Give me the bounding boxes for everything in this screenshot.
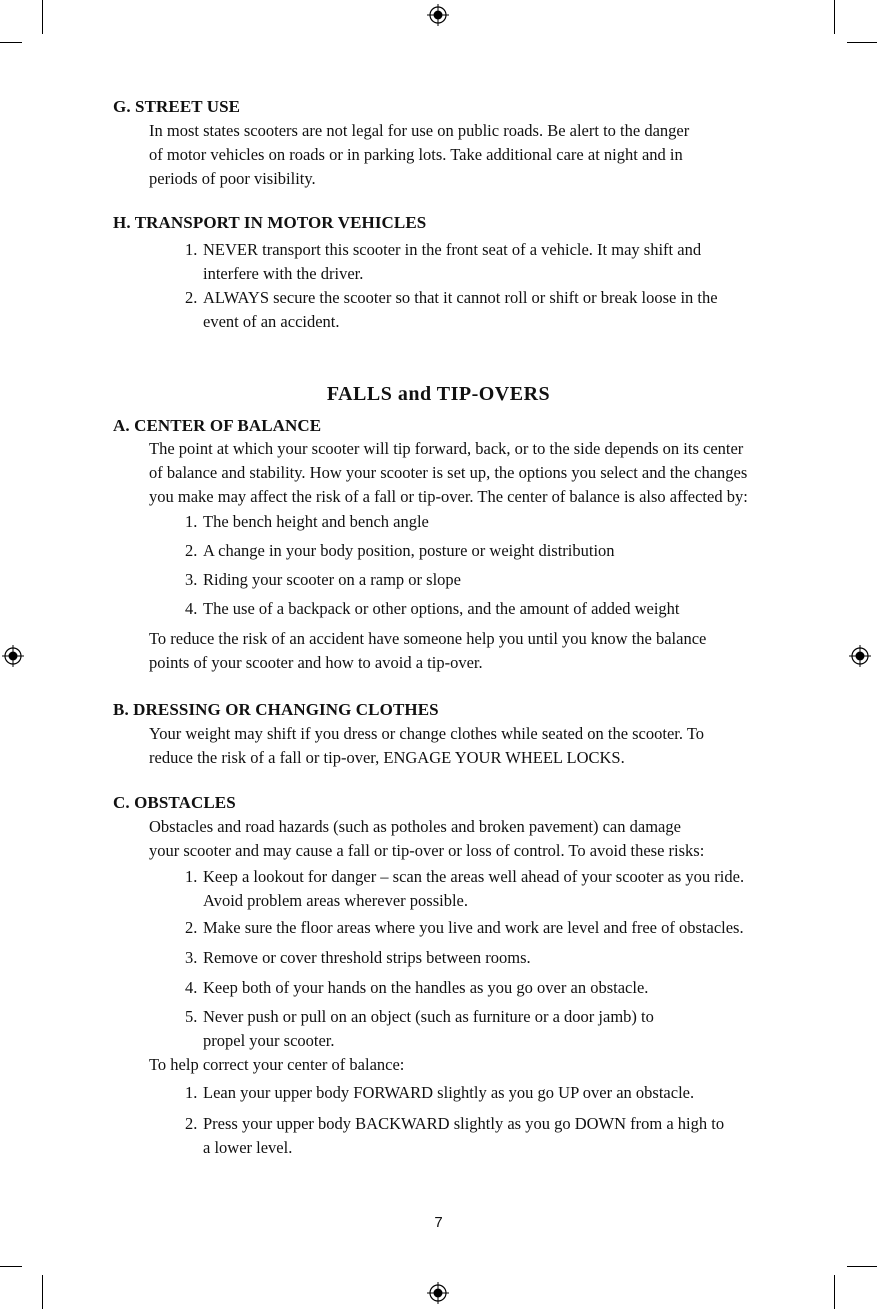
balance-intro — [149, 1053, 774, 1077]
paragraph-line: you make may affect the risk of a fall or tip-over. The center of balance is also affected by: — [149, 487, 748, 506]
paragraph-line: of motor vehicles on roads or in parking lots. Take additional care at night and in — [149, 145, 683, 164]
paragraph-line: of balance and stability. How your scooter is set up, the options you select and the changes — [149, 463, 748, 482]
crop-mark-bottom-right-h — [847, 1266, 877, 1267]
list-item — [185, 286, 775, 334]
crop-mark-bottom-left-h — [0, 1266, 22, 1267]
list-number: 1. — [185, 512, 198, 531]
list-item-text: A change in your body position, posture or weight distribution — [203, 541, 615, 560]
list-item-text: Keep both of your hands on the handles as you go over an obstacle. — [203, 978, 649, 997]
list-item-text: Keep a lookout for danger – scan the areas well ahead of your scooter as you ride. — [203, 867, 745, 886]
list-item — [185, 510, 775, 534]
section-heading-obstacles: C. OBSTACLES — [113, 793, 236, 812]
list-item — [185, 568, 775, 592]
list-number: 4. — [185, 599, 198, 618]
crop-mark-top-left-v — [42, 0, 43, 34]
list-item-text: NEVER transport this scooter in the front seat of a vehicle. It may shift and — [203, 240, 702, 259]
registration-mark-icon — [427, 1282, 449, 1304]
list-item-text: Make sure the floor areas where you live and work are level and free of obstacles. — [203, 918, 744, 937]
center-of-balance-closing — [149, 627, 774, 675]
list-item-text: The use of a backpack or other options, and the amount of added weight — [203, 599, 680, 618]
crop-mark-top-right-h — [847, 42, 877, 43]
list-item — [185, 976, 775, 1000]
paragraph-line: Your weight may shift if you dress or change clothes while seated on the scooter. To — [149, 724, 705, 743]
paragraph-line: periods of poor visibility. — [149, 169, 316, 188]
section-heading-street-use: G. STREET USE — [113, 97, 241, 116]
list-item-text: event of an accident. — [203, 312, 340, 331]
paragraph-line: The point at which your scooter will tip forward, back, or to the side depends on its center — [149, 439, 744, 458]
paragraph-line: reduce the risk of a fall or tip-over, ENGAGE YOUR WHEEL LOCKS. — [149, 748, 625, 767]
list-item-text: interfere with the driver. — [203, 264, 364, 283]
list-item — [185, 1005, 775, 1053]
page-number: 7 — [434, 1214, 443, 1231]
paragraph-line: To reduce the risk of an accident have someone help you until you know the balance — [149, 629, 707, 648]
list-item-text: Lean your upper body FORWARD slightly as you go UP over an obstacle. — [203, 1083, 695, 1102]
list-item-text: Remove or cover threshold strips between rooms. — [203, 948, 531, 967]
paragraph-line: Obstacles and road hazards (such as potholes and broken pavement) can damage — [149, 817, 681, 836]
list-number: 2. — [185, 288, 198, 307]
street-use-paragraph — [149, 119, 774, 191]
crop-mark-top-left-h — [0, 42, 22, 43]
paragraph-line: points of your scooter and how to avoid a tip-over. — [149, 653, 483, 672]
list-item-text: Never push or pull on an object (such as furniture or a door jamb) to — [203, 1007, 654, 1026]
list-item-text: Press your upper body BACKWARD slightly as you go DOWN from a high to — [203, 1114, 725, 1133]
center-of-balance-intro — [149, 437, 774, 509]
list-item — [185, 865, 775, 913]
list-number: 5. — [185, 1007, 198, 1026]
registration-mark-icon — [427, 4, 449, 26]
list-item — [185, 238, 775, 286]
list-number: 3. — [185, 570, 198, 589]
paragraph-line: To help correct your center of balance: — [149, 1055, 405, 1074]
registration-mark-icon — [849, 645, 871, 667]
registration-mark-icon — [2, 645, 24, 667]
list-item-text: Avoid problem areas wherever possible. — [203, 891, 468, 910]
chapter-title: FALLS and TIP-OVERS — [326, 383, 551, 405]
list-item-text: The bench height and bench angle — [203, 512, 429, 531]
crop-mark-bottom-left-v — [42, 1275, 43, 1309]
section-heading-dressing: B. DRESSING OR CHANGING CLOTHES — [113, 700, 439, 719]
list-number: 4. — [185, 978, 198, 997]
paragraph-line: In most states scooters are not legal for use on public roads. Be alert to the danger — [149, 121, 690, 140]
list-number: 1. — [185, 867, 198, 886]
list-item-text: Riding your scooter on a ramp or slope — [203, 570, 461, 589]
list-number: 2. — [185, 1114, 198, 1133]
list-item — [185, 916, 775, 940]
section-heading-center-of-balance: A. CENTER OF BALANCE — [113, 416, 322, 435]
list-number: 2. — [185, 918, 198, 937]
paragraph-line: your scooter and may cause a fall or tip-over or loss of control. To avoid these risks: — [149, 841, 705, 860]
list-number: 1. — [185, 1083, 198, 1102]
dressing-paragraph — [149, 722, 774, 770]
section-heading-transport: H. TRANSPORT IN MOTOR VEHICLES — [113, 213, 427, 232]
crop-mark-top-right-v — [834, 0, 835, 34]
list-item-text: ALWAYS secure the scooter so that it cannot roll or shift or break loose in the — [203, 288, 718, 307]
list-number: 3. — [185, 948, 198, 967]
list-item-text: a lower level. — [203, 1138, 293, 1157]
obstacles-intro — [149, 815, 774, 863]
list-item-text: propel your scooter. — [203, 1031, 335, 1050]
list-number: 2. — [185, 541, 198, 560]
list-item — [185, 539, 775, 563]
crop-mark-bottom-right-v — [834, 1275, 835, 1309]
list-item — [185, 1112, 775, 1160]
list-item — [185, 1081, 775, 1105]
list-item — [185, 946, 775, 970]
list-number: 1. — [185, 240, 198, 259]
list-item — [185, 597, 775, 621]
